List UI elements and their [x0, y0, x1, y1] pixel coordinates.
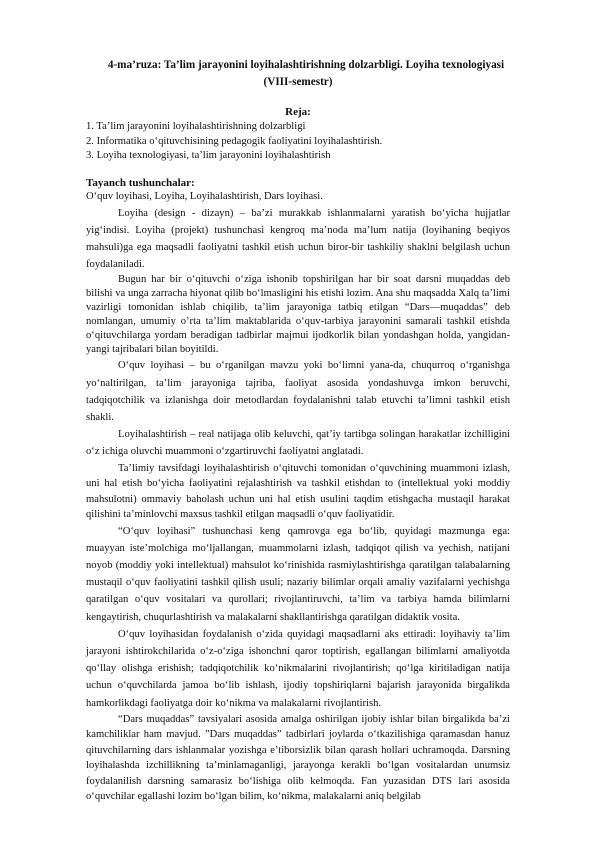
- paragraph-loyihalashtirish: Loyihalashtirish – real natijaga olib keluvchi, qat’iy tartibga solingan harakatlar izchilligini o‘z ichiga oluvchi muammoni o‘zgartiruvchi faoliyatni anglatadi.: [86, 429, 510, 458]
- keywords-text: O‘quv loyihasi, Loyiha, Loyihalashtirish, Dars loyihasi.: [86, 191, 323, 202]
- paragraph-dars-muqaddas-intro: Bugun har bir o‘qituvchi o‘ziga ishonib topshirilgan har bir soat darsni muqaddas deb bilishi va unga zarracha hiyonat qilib bo‘lmasligini his etishi lozim. Ana shu maqsadda Xalq ta’limi vazirligi tomonidan ishlab chiqilib, ta’lim jarayoniga tatbiq etilgan “Dars—muqaddas” deb nomlangan, umumiy o’rta ta’lim maktablarida o‘quv-tarbiya jarayonini samarali tashkil etishda o‘qituvchilarga yordam beradigan tadbirlar majmui ijodkorlik bilan yondashgan holda, yangidan-yangi tajribalari bilan boyitildi.: [86, 274, 510, 356]
- document-page: [86, 57, 510, 805]
- paragraph-oquv-loyihasi-goals: O‘quv loyihasidan foydalanish o‘zida quyidagi maqsadlarni aks ettiradi: loyihaviy ta’lim jarayoni ishtirokchilarida o‘z-o‘ziga ishonchni qaror toptirish, egallangan bilimlarni amaliyotda qo‘llay olishga erishish; tadqiqotchilik ko‘nikmalarini rivojlantirish; qo‘lga kiritiladigan natija uchun o‘quvchilarda jamoa bo‘lib ishlash, ijodiy topshiriqlarni bajarish jarayonida birgalikda hamkorlikdagi faoliyatga doir ko‘nikma va malakalarni rivojlantirish.: [86, 628, 510, 709]
- paragraph-oquv-loyihasi: O‘quv loyihasi – bu o‘rganilgan mavzu yoki bo‘limni yana-da, chuqurroq o‘rganishga yo‘naltirilgan, ta’lim jarayoniga tajriba, faoliyat asosida yondashuvga imkon beruvchi, tadqiqotchilik va izlanishga doir metodlardan foydalanishni talab etuvchi ta’limni tashkil etish shakli.: [86, 360, 510, 423]
- plan-item: 3. Loyiha texnologiyasi, ta’lim jarayonini loyihalashtirish: [86, 150, 331, 161]
- plan-item: 1. Ta’lim jarayonini loyihalashtirishning dolzarbligi: [86, 121, 306, 132]
- plan-item: 2. Informatika o‘qituvchisining pedagogik faoliyatini loyihalashtirish.: [86, 135, 383, 147]
- plan-heading: Reja:: [285, 106, 311, 118]
- paragraph-dars-muqaddas-shortcomings: “Dars muqaddas” tavsiyalari asosida amalga oshirilgan ijobiy ishlar bilan birgalikda ba’zi kamchiliklar ham mavjud. ”Dars muqaddas” tadbirlari joylarda o‘tkazilishiga qaramasdan hanuz qituvchilarning dars ishlanmalar yozishga e’tiborsizlik bilan qarash hollari uchramoqda. Darsning loyihalashda izchillikning ta’minlamaganligi, jarayonga kerakli bo‘lgan vositalardan unumsiz foydalanilish darsning samarasiz bo‘lishiga olib kelmoqda. Fan yuzasidan DTS lari asosida o‘quvchilar egallashi lozim bo‘lgan bilim, ko‘nikma, malakalarni aniq belgilab: [86, 713, 510, 803]
- keywords-heading: Tayanch tushunchalar:: [86, 176, 195, 189]
- paragraph-talimiy-loyihalashtirish: Ta’limiy tavsifdagi loyihalashtirish o‘qituvchi tomonidan o‘quvchining muammoni izlash, uni hal etish bo‘yicha faoliyatini rejalashtirish va tashkil etishdan to (intellektual yoki moddiy mahsulotni) ommaviy baholash uchun uni hal etish usulini taqdim etishgacha mustaqil harakat qilishini ta’minlovchi maxsus tashkil etilgan maqsadli o‘quv faoliyatidir.: [86, 462, 510, 521]
- lecture-title-line-2: (VIII-semestr): [263, 76, 333, 88]
- lecture-title: [86, 57, 510, 91]
- plan-list: [86, 120, 510, 164]
- lecture-title-line-1: 4-ma’ruza: Ta’lim jarayonini loyihalashtirishning dolzarbligi. Loyiha texnologiyasi: [107, 59, 505, 71]
- paragraph-oquv-loyihasi-concept: “O‘quv loyihasi” tushunchasi keng qamrovga ega bo‘lib, quyidagi mazmunga ega: muayyan iste’molchiga mo‘ljallangan, muammolarni izlash, tadqiqot qilish va yechish, natijani noyob (moddiy yoki intellektual) mahsulot ko‘rinishida rasmiylashtirishga qaratilgan talabalarning mustaqil o‘quv faoliyatini tashkil qilish usuli; nazariy bilimlar orqali amaliy vazifalarni yechishga qaratilgan o‘quv vositalari va qurollari; rivojlantiruvchi, ta’lim va tarbiya hamda bilimlarni kengaytirish, chuqurlashtirish va malakalarni shakllantirishga qaratilgan didaktik vosita.: [86, 525, 510, 623]
- paragraph-loyiha-definition: Loyiha (design - dizayn) – ba’zi murakkab ishlanmalarni yaratish bo‘yicha hujjatlar yig‘indisi. Loyiha (projekt) tushunchasi kengroq ma’noda ma’lum natija (loyihaning beqiyos mahsuli)ga ega maqsadli faoliyatni tashkil etish uchun biror-bir tashkiliy shaklni belgilash uchun foydalaniladi.: [86, 207, 510, 271]
